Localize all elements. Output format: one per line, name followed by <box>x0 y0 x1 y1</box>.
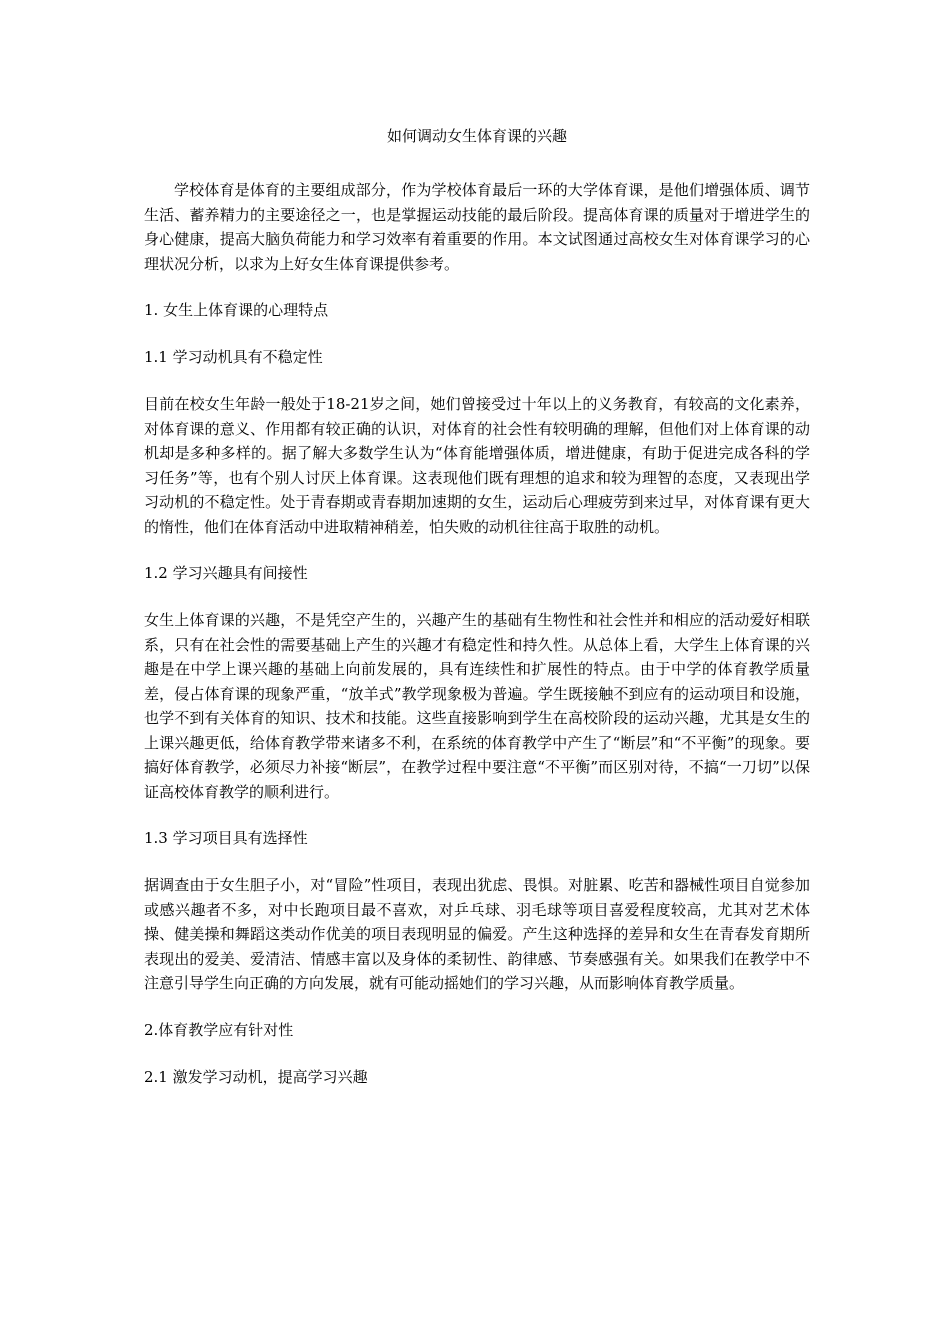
document-title: 如何调动女生体育课的兴趣 <box>386 127 567 145</box>
section-1-3-paragraph: 据调查由于女生胆子小，对“冒险”性项目，表现出犹虑、畏惧。对脏累、吃苦和器械性项目自觉参加或感兴趣者不多，对中长跑项目最不喜欢，对乒乓球、羽毛球等项目喜爱程度较高，尤其对艺术体操、健美操和舞蹈这类动作优美的项目表现明显的偏爱。产生这种选择的差异和女生在青春发育期所表现出的爱美、爱清洁、情感丰富以及身体的柔韧性、韵律感、节奏感强有关。如果我们在教学中不注意引导学生向正确的方向发展，就有可能动摇她们的学习兴趣，从而影响体育教学质量。 <box>144 876 810 992</box>
section-1-2-heading: 1.2 学习兴趣具有间接性 <box>144 564 308 582</box>
section-1-2-paragraph: 女生上体育课的兴趣，不是凭空产生的，兴趣产生的基础有生物性和社会性并和相应的活动爱好相联系，只有在社会性的需要基础上产生的兴趣才有稳定性和持久性。从总体上看，大学生上体育课的兴趣是在中学上课兴趣的基础上向前发展的，具有连续性和扩展性的特点。由于中学的体育教学质量差，侵占体育课的现象严重，“放羊式”教学现象极为普遍。学生既接触不到应有的运动项目和设施，也学不到有关体育的知识、技术和技能。这些直接影响到学生在高校阶段的运动兴趣，尤其是女生的上课兴趣更低，给体育教学带来诸多不利，在系统的体育教学中产生了“断层”和“不平衡”的现象。要搞好体育教学，必须尽力补接“断层”，在教学过程中要注意“不平衡”而区别对待，不搞“一刀切”以保证高校体育教学的顺利进行。 <box>144 611 810 801</box>
section-1-heading: 1. 女生上体育课的心理特点 <box>144 301 329 319</box>
section-2-heading: 2.体育教学应有针对性 <box>144 1020 294 1039</box>
section-2-1-heading: 2.1 激发学习动机，提高学习兴趣 <box>144 1067 368 1086</box>
document-body <box>144 124 810 1112</box>
section-1-1-paragraph: 目前在校女生年龄一般处于18-21岁之间，她们曾接受过十年以上的义务教育，有较高的文化素养，对体育课的意义、作用都有较正确的认识，对体育的社会性有较明确的理解，但他们对上体育课的动机却是多种多样的。据了解大多数学生认为“体育能增强体质，增进健康，有助于促进完成各科的学习任务”等，也有个别人讨厌上体育课。这表现他们既有理想的追求和较为理智的态度，又表现出学习动机的不稳定性。处于青春期或青春期加速期的女生，运动后心理疲劳到来过早，对体育课有更大的惰性，他们在体育活动中进取精神稍差，怕失败的动机往往高于取胜的动机。 <box>144 395 810 536</box>
section-1-1-heading: 1.1 学习动机具有不稳定性 <box>144 348 323 366</box>
intro-paragraph: 学校体育是体育的主要组成部分，作为学校体育最后一环的大学体育课，是他们增强体质、调节生活、蓄养精力的主要途径之一，也是掌握运动技能的最后阶段。提高体育课的质量对于增进学生的身心健康，提高大脑负荷能力和学习效率有着重要的作用。本文试图通过高校女生对体育课学习的心理状况分析，以求为上好女生体育课提供参考。 <box>144 181 810 273</box>
section-1-3-heading: 1.3 学习项目具有选择性 <box>144 829 308 847</box>
